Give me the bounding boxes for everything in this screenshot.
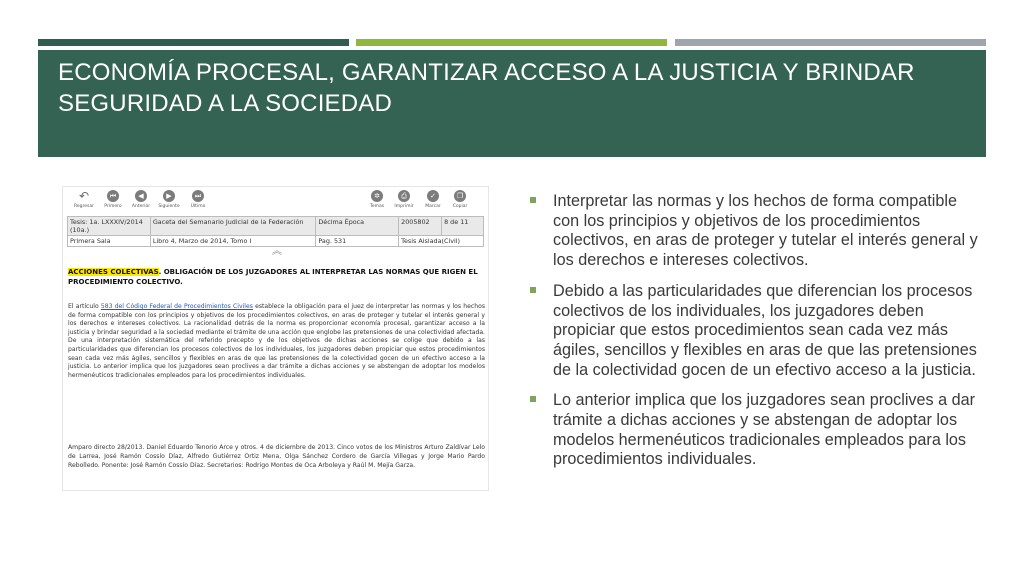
mark-button[interactable] (422, 190, 444, 209)
table-row (68, 236, 484, 247)
topics-button[interactable] (366, 190, 388, 209)
thesis-body-text: establece la obligación para el juez de interpretar las normas y los hechos de forma compatible con los principios y objetivos de los procedimientos colectivos, en aras de proteger y tutelar el interés general y los derechos e intereses colectivos. La racionalidad detrás de la norma es proporcionar economía procesal, garantizar acceso a la justicia y brindar seguridad a la sociedad mediante el trámite de una acción que englobe las pretensiones de una colectividad afectada. De una interpretación sistemática del referido precepto y de los objetivos de dichas acciones se colige que debido a las particularidades que diferencian los procesos colectivos de los individuales, los juzgadores deben propiciar que estos procedimientos sean cada vez más ágiles, sencillos y flexibles en aras de que las pretensiones de la colectividad gocen de un efectivo acceso a la justicia. Lo anterior implica que los juzgadores sean proclives a dar trámite a dichas acciones y se abstengan de adoptar los modelos hermenéuticos tradicionales empleados para los procedimientos individuales. (68, 303, 485, 379)
slide-title: ECONOMÍA PROCESAL, GARANTIZAR ACCESO A LA JUSTICIA Y BRINDAR SEGURIDAD A LA SOCIEDAD (58, 59, 915, 117)
first-label: Primero (104, 204, 122, 209)
thesis-metadata-table (67, 216, 484, 247)
list-item (528, 391, 978, 470)
next-icon: ▶ (163, 190, 175, 202)
previous-label: Anterior (131, 204, 151, 209)
back-icon: ↶ (78, 189, 90, 203)
list-item (528, 282, 978, 381)
bullet-text: Debido a las particularidades que diferencian los procesos colectivos de los individuales, los juzgadores deben propiciar que estos procedimientos sean cada vez más ágiles, sencillos y flexibles en aras de que las pretensiones de la colectividad gocen de un efectivo acceso a la justicia. (553, 281, 977, 379)
table-cell: 8 de 11 (442, 217, 484, 236)
square-bullet-icon (530, 197, 536, 203)
table-cell: Pag. 531 (316, 236, 399, 247)
table-row (68, 217, 484, 236)
print-icon: ⎙ (398, 190, 410, 202)
table-cell: Primera Sala (68, 236, 151, 247)
topics-label: Temas (369, 204, 385, 209)
thesis-citation: Amparo directo 28/2013. Daniel Eduardo Tenorio Arce y otros. 4 de diciembre de 2013. Cinco votos de los Ministros Arturo Zaldívar Lelo de Larrea, José Ramón Cossío Díaz, Alfredo Gutiérrez Ortiz Mena, Olga Sánchez Cordero de García Villegas y Jorge Mario Pardo Rebolledo. Ponente: José Ramón Cossío Díaz. Secretarios: Rodrigo Montes de Oca Arboleya y Raúl M. Mejía Garza. (68, 444, 485, 470)
table-cell: Gaceta del Semanario Judicial de la Federación (150, 217, 316, 236)
thesis-heading (68, 267, 484, 287)
back-button[interactable] (73, 190, 95, 209)
copy-icon: ❐ (454, 190, 466, 202)
thesis-heading-rest: . OBLIGACIÓN DE LOS JUZGADORES AL INTERPRETAR LAS NORMAS QUE RIGEN EL PROCEDIMIENTO COLECTIVO. (68, 268, 478, 286)
article-link[interactable]: 583 del Código Federal de Procedimientos Civiles (100, 303, 253, 310)
thesis-body (68, 303, 485, 380)
copy-button[interactable] (449, 190, 471, 209)
bullet-text: Interpretar las normas y los hechos de forma compatible con los principios y objetivos de los procedimientos colectivos, en aras de proteger y tutelar el interés general y los derechos e intereses colectivos. (553, 192, 978, 270)
previous-icon: ◀ (135, 190, 147, 202)
previous-button[interactable] (130, 190, 152, 209)
highlighted-term: ACCIONES COLECTIVAS (68, 268, 159, 276)
mark-icon: ✓ (427, 190, 439, 202)
table-cell: 2005802 (399, 217, 442, 236)
table-cell: Tesis: 1a. LXXXIV/2014 (10a.) (68, 217, 151, 236)
first-button[interactable] (102, 190, 124, 209)
bullet-list (528, 192, 978, 481)
document-toolbar (63, 187, 488, 213)
next-button[interactable] (158, 190, 180, 209)
last-label: Último (190, 204, 206, 209)
document-screenshot (62, 186, 489, 491)
last-icon: ⏭ (192, 190, 204, 202)
mark-label: Marcar (425, 204, 441, 209)
square-bullet-icon (530, 287, 536, 293)
last-button[interactable] (187, 190, 209, 209)
accent-bar-light-green (356, 39, 667, 46)
copy-label: Copiar (452, 204, 468, 209)
collapse-chevron-icon[interactable]: ︽ (272, 246, 282, 257)
print-button[interactable] (393, 190, 415, 209)
print-label: Imprimir (394, 204, 414, 209)
list-item (528, 192, 978, 271)
first-icon: ⏮ (107, 190, 119, 202)
table-cell: Libro 4, Marzo de 2014, Tomo I (150, 236, 316, 247)
title-band (38, 50, 986, 157)
accent-bar-dark-green (38, 39, 349, 46)
table-cell: Décima Época (316, 217, 399, 236)
thesis-body-prefix: El artículo (68, 303, 101, 310)
square-bullet-icon (530, 396, 536, 402)
back-label: Regresar (73, 204, 95, 209)
accent-bar-gray (675, 39, 986, 46)
bullet-text: Lo anterior implica que los juzgadores sean proclives a dar trámite a dichas acciones y se abstengan de adoptar los modelos hermenéuticos tradicionales empleados para los procedimientos individuales. (553, 391, 976, 469)
topics-icon: ✲ (371, 190, 383, 202)
table-cell: Tesis Aislada(Civil) (399, 236, 484, 247)
next-label: Siguiente (158, 204, 180, 209)
